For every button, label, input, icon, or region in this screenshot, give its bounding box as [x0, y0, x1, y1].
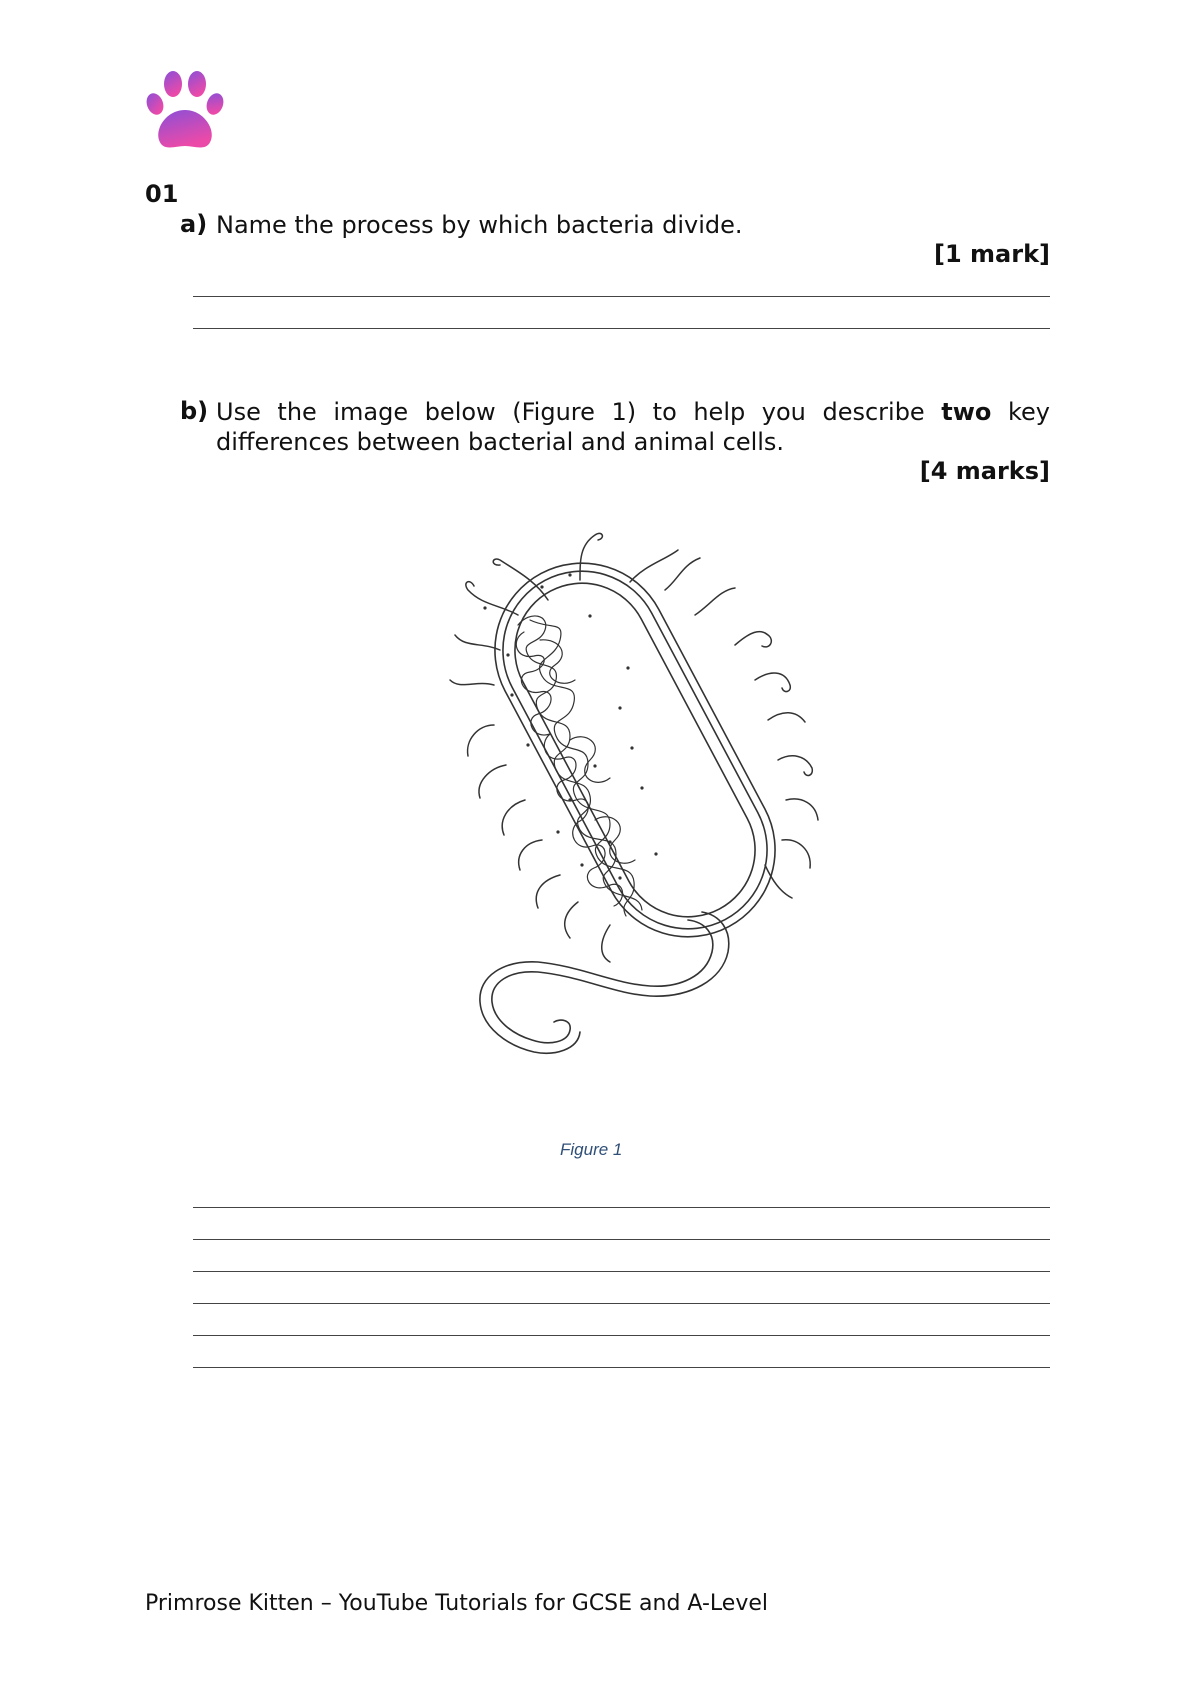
figure-caption: Figure 1 — [560, 1140, 623, 1159]
part-b-emphasis: two — [941, 398, 992, 426]
answer-line[interactable] — [193, 1303, 1050, 1304]
part-b-label: b) — [180, 397, 209, 425]
question-number: 01 — [145, 180, 179, 208]
page-footer: Primrose Kitten – YouTube Tutorials for GCSE and A-Level — [145, 1591, 768, 1616]
paw-print-icon — [145, 70, 225, 152]
pili — [450, 533, 818, 962]
part-a-marks: [1 mark] — [934, 240, 1050, 268]
answer-line[interactable] — [193, 296, 1050, 297]
answer-line[interactable] — [193, 1239, 1050, 1240]
question-part-b — [180, 397, 1050, 457]
part-b-text — [216, 397, 1050, 457]
cell-wall — [464, 533, 805, 968]
part-b-text-end: key differences between bacterial and animal cells. — [216, 398, 1051, 456]
flagellum — [480, 912, 729, 1053]
answer-line[interactable] — [193, 1271, 1050, 1272]
answer-line[interactable] — [193, 1367, 1050, 1368]
part-b-text-start: Use the image below (Figure 1) to help you describe — [216, 398, 942, 426]
question-part-a — [180, 210, 1050, 240]
answer-line[interactable] — [193, 328, 1050, 329]
part-a-label: a) — [180, 210, 208, 238]
bacterial-cell-diagram — [420, 520, 850, 1120]
part-b-marks: [4 marks] — [919, 457, 1050, 485]
answer-line[interactable] — [193, 1335, 1050, 1336]
answer-line[interactable] — [193, 1207, 1050, 1208]
part-a-text: Name the process by which bacteria divide. — [216, 211, 743, 239]
